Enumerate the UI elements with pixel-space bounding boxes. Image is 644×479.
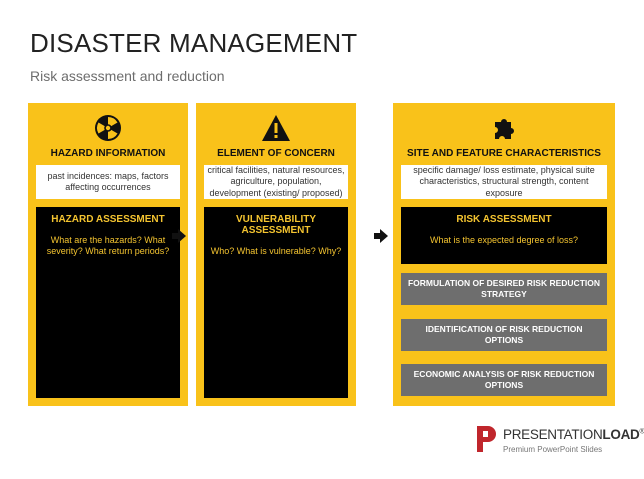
logo-name-light: PRESENTATION	[503, 427, 603, 442]
assessment-title: RISK ASSESSMENT	[456, 214, 552, 225]
logo-name	[503, 427, 644, 442]
puzzle-icon	[489, 113, 519, 143]
info-box: past incidences: maps, factors affecting occurrences	[36, 165, 180, 199]
analysis-step: ECONOMIC ANALYSIS OF RISK REDUCTION OPTIONS	[401, 364, 607, 396]
assessment-box	[36, 207, 180, 398]
info-box: specific damage/ loss estimate, physical suite characteristics, structural strength, content exposure	[401, 165, 607, 199]
registered-mark: ®	[639, 428, 644, 436]
assessment-text: What is the expected degree of loss?	[429, 235, 579, 245]
logo-mark-icon	[475, 424, 497, 454]
options-step: IDENTIFICATION OF RISK REDUCTION OPTIONS	[401, 319, 607, 351]
warning-icon	[261, 113, 291, 143]
assessment-box	[204, 207, 348, 398]
slide-title: DISASTER MANAGEMENT	[30, 28, 358, 58]
strategy-step: FORMULATION OF DESIRED RISK REDUCTION STRATEGY	[401, 273, 607, 305]
slide-subtitle: Risk assessment and reduction	[30, 68, 225, 84]
assessment-title: VULNERABILITY ASSESSMENT	[236, 214, 316, 236]
column-title: ELEMENT OF CONCERN	[217, 148, 335, 159]
assessment-box	[401, 207, 607, 264]
logo-tagline: Premium PowerPoint Slides	[503, 445, 603, 454]
info-box: critical facilities, natural resources, agriculture, population, development (existing/ proposed)	[204, 165, 348, 199]
arrow-right-icon	[172, 229, 186, 243]
assessment-text: Who? What is vulnerable? Why?	[210, 246, 342, 256]
column-title: HAZARD INFORMATION	[50, 148, 166, 159]
hazard-column	[28, 103, 188, 406]
radiation-icon	[93, 113, 123, 143]
logo-name-bold: LOAD	[602, 427, 640, 442]
presentationload-logo	[475, 424, 644, 466]
element-column	[196, 103, 356, 406]
assessment-text: What are the hazards? What severity? What return periods?	[46, 235, 170, 257]
site-column	[393, 103, 615, 406]
column-title: SITE AND FEATURE CHARACTERISTICS	[407, 148, 601, 159]
assessment-title: HAZARD ASSESSMENT	[51, 214, 165, 225]
arrow-right-icon	[374, 229, 388, 243]
